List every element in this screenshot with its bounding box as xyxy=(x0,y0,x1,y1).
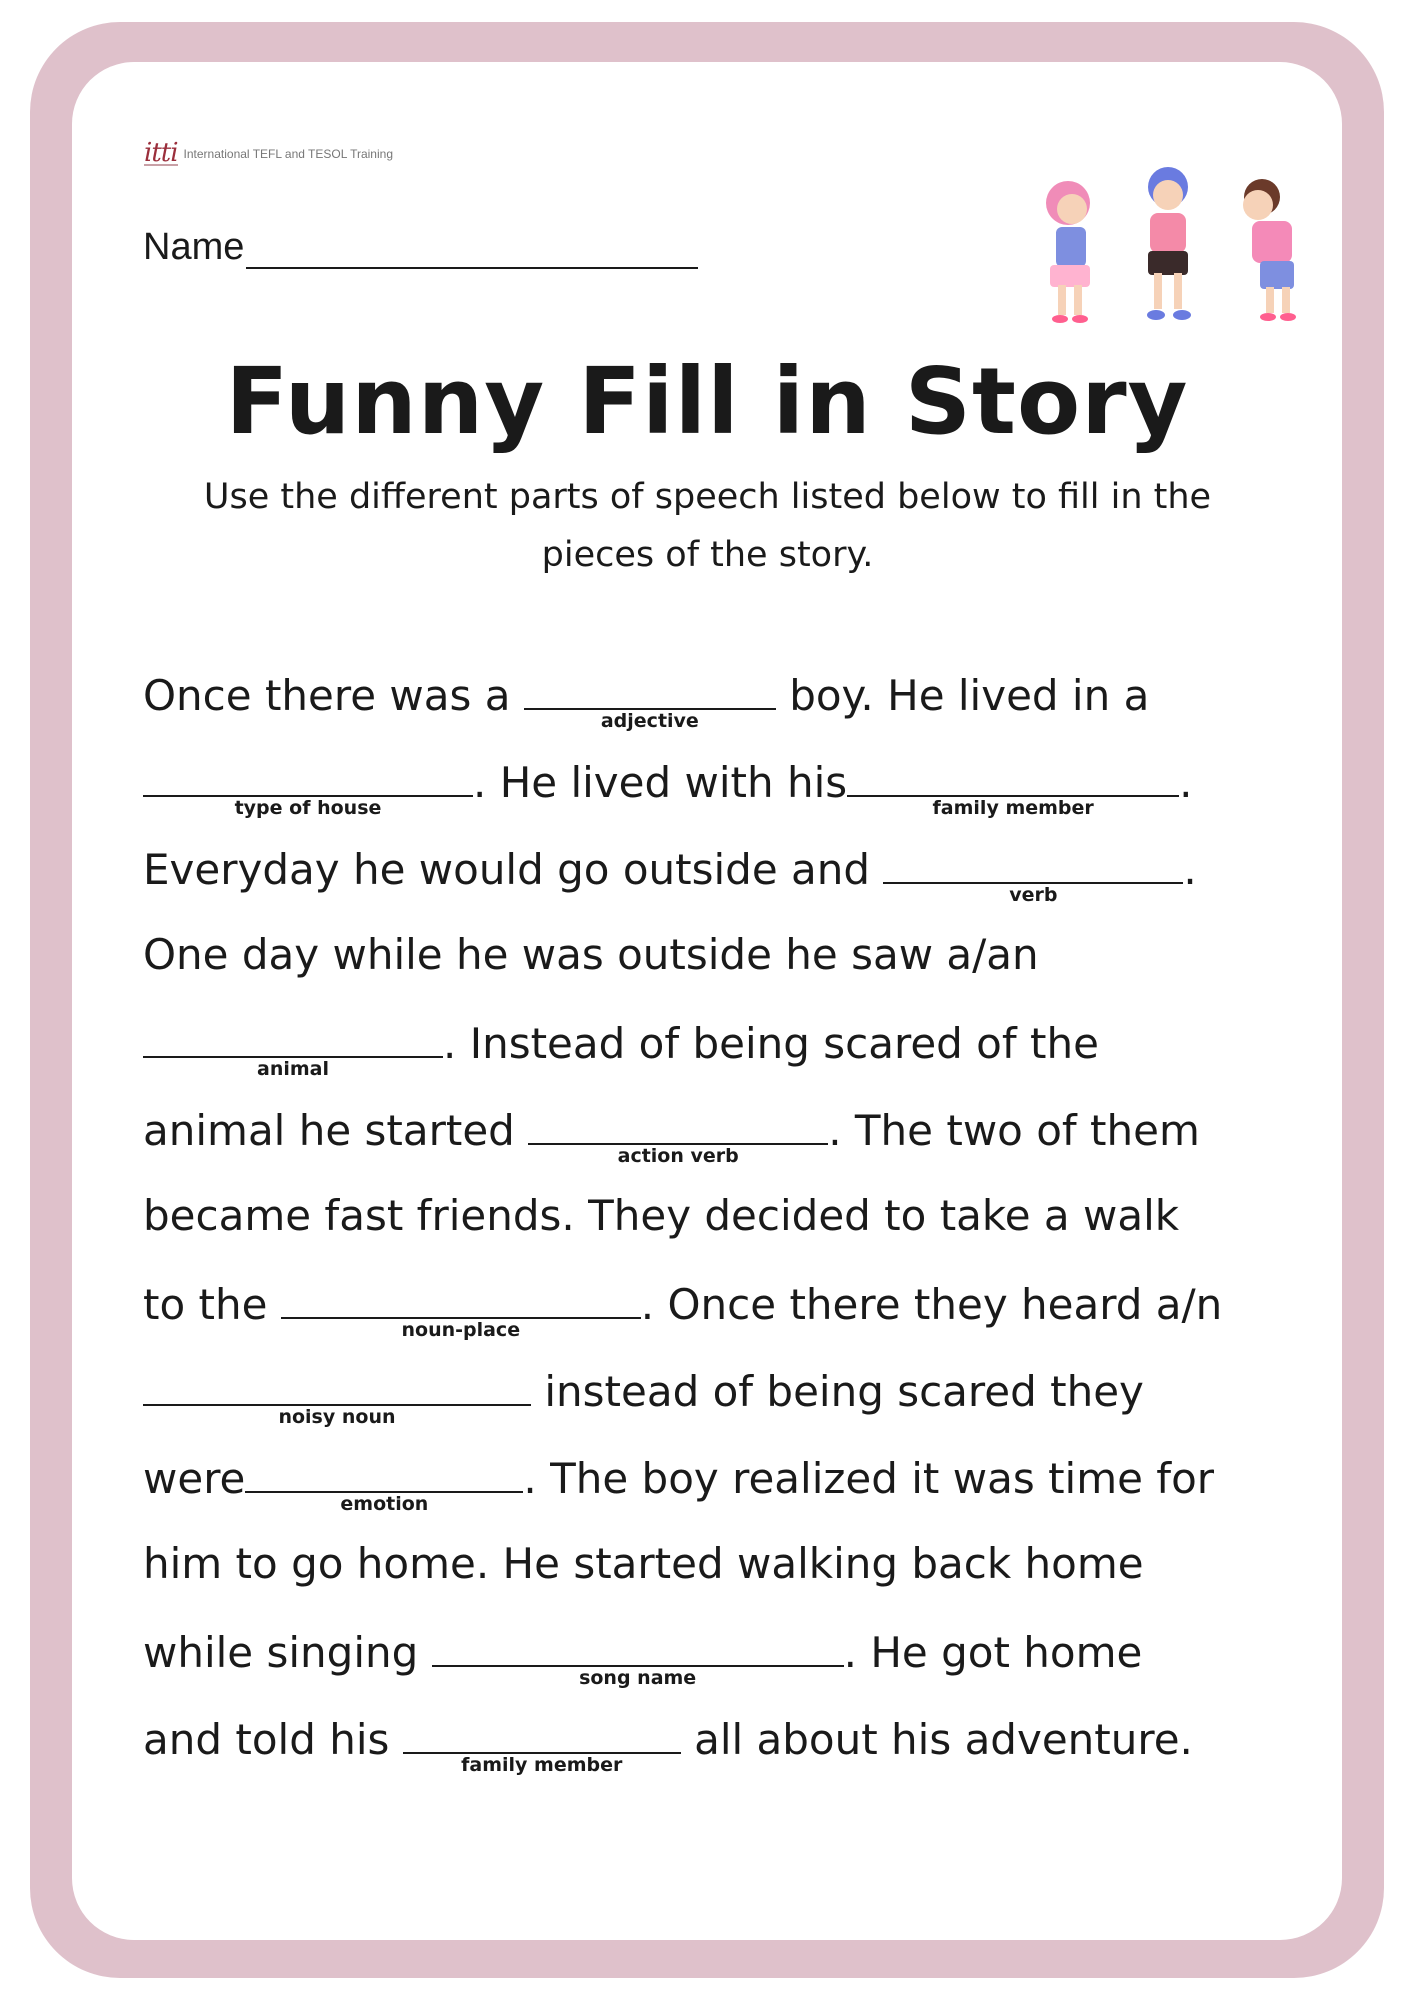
story-line-8 xyxy=(143,1271,1283,1358)
blank-family-member[interactable] xyxy=(847,749,1179,819)
story xyxy=(143,662,1283,1793)
story-text: . xyxy=(1179,758,1193,807)
story-line-11 xyxy=(143,1532,1283,1619)
name-blank[interactable] xyxy=(246,227,698,269)
blank-noisy-noun[interactable] xyxy=(143,1358,531,1428)
story-text: One day while he was outside he saw a/an xyxy=(143,930,1039,979)
blank-hint: action verb xyxy=(617,1145,739,1167)
blank-adjective[interactable] xyxy=(524,662,776,732)
story-text: all about his adventure. xyxy=(680,1715,1193,1764)
blank-hint: type of house xyxy=(234,797,382,819)
story-line-9 xyxy=(143,1358,1283,1445)
blank-action-verb[interactable] xyxy=(528,1097,828,1167)
story-text: . Instead of being scared of the xyxy=(443,1019,1099,1068)
story-text: were xyxy=(143,1454,246,1503)
story-text: . xyxy=(1183,845,1197,894)
story-text: . He got home xyxy=(843,1628,1143,1677)
blank-hint: family member xyxy=(932,797,1094,819)
boy-icon xyxy=(1243,179,1296,321)
page-title: Funny Fill in Story xyxy=(225,348,1189,455)
blank-hint: adjective xyxy=(600,710,699,732)
blank-hint: noisy noun xyxy=(278,1406,396,1428)
instructions: Use the different parts of speech listed below to fill in the pieces of the story. xyxy=(203,477,1212,575)
blank-hint: verb xyxy=(1009,884,1058,906)
story-line-4 xyxy=(143,923,1283,1010)
name-label: Name xyxy=(143,226,245,268)
story-line-12 xyxy=(143,1619,1283,1706)
blank-hint: emotion xyxy=(340,1493,429,1515)
story-line-5 xyxy=(143,1010,1283,1097)
story-line-10 xyxy=(143,1445,1283,1532)
story-text: animal he started xyxy=(143,1106,529,1155)
story-text: instead of being scared they xyxy=(531,1367,1144,1416)
story-line-6 xyxy=(143,1097,1283,1184)
story-text: Once there was a xyxy=(143,671,524,720)
blank-animal[interactable] xyxy=(143,1010,443,1080)
story-text: while singing xyxy=(143,1628,432,1677)
story-text: . He lived with his xyxy=(473,758,848,807)
blank-song-name[interactable] xyxy=(432,1619,844,1689)
blank-hint: animal xyxy=(257,1058,329,1080)
story-line-7 xyxy=(143,1184,1283,1271)
story-text: . Once there they heard a/n xyxy=(640,1280,1223,1329)
blank-verb[interactable] xyxy=(883,836,1183,906)
story-line-13 xyxy=(143,1706,1283,1793)
logo-text: International TEFL and TESOL Training xyxy=(183,147,393,161)
blank-hint: noun-place xyxy=(401,1319,521,1341)
blank-noun-place[interactable] xyxy=(281,1271,641,1341)
blank-hint: family member xyxy=(461,1754,623,1776)
story-text: . The two of them xyxy=(828,1106,1200,1155)
story-text: him to go home. He started walking back home xyxy=(143,1539,1144,1588)
story-text: . The boy realized it was time for xyxy=(523,1454,1215,1503)
name-field-row xyxy=(143,226,698,269)
logo xyxy=(144,138,393,168)
blank-emotion[interactable] xyxy=(245,1445,523,1515)
blank-type-of-house[interactable] xyxy=(143,749,473,819)
story-line-2 xyxy=(143,749,1283,836)
girl-blue-hair-icon xyxy=(1147,167,1191,320)
story-text: boy. He lived in a xyxy=(775,671,1150,720)
story-text: and told his xyxy=(143,1715,403,1764)
blank-hint: song name xyxy=(579,1667,697,1689)
girl-pink-hair-icon xyxy=(1046,181,1090,323)
story-text: Everyday he would go outside and xyxy=(143,845,884,894)
blank-family-member-2[interactable] xyxy=(403,1706,681,1776)
story-text: became fast friends. They decided to take a walk xyxy=(143,1191,1180,1240)
story-line-1 xyxy=(143,662,1283,749)
story-line-3 xyxy=(143,836,1283,923)
logo-mark: itti xyxy=(144,138,178,168)
story-text: to the xyxy=(143,1280,281,1329)
kids-illustration-icon xyxy=(1020,165,1320,325)
